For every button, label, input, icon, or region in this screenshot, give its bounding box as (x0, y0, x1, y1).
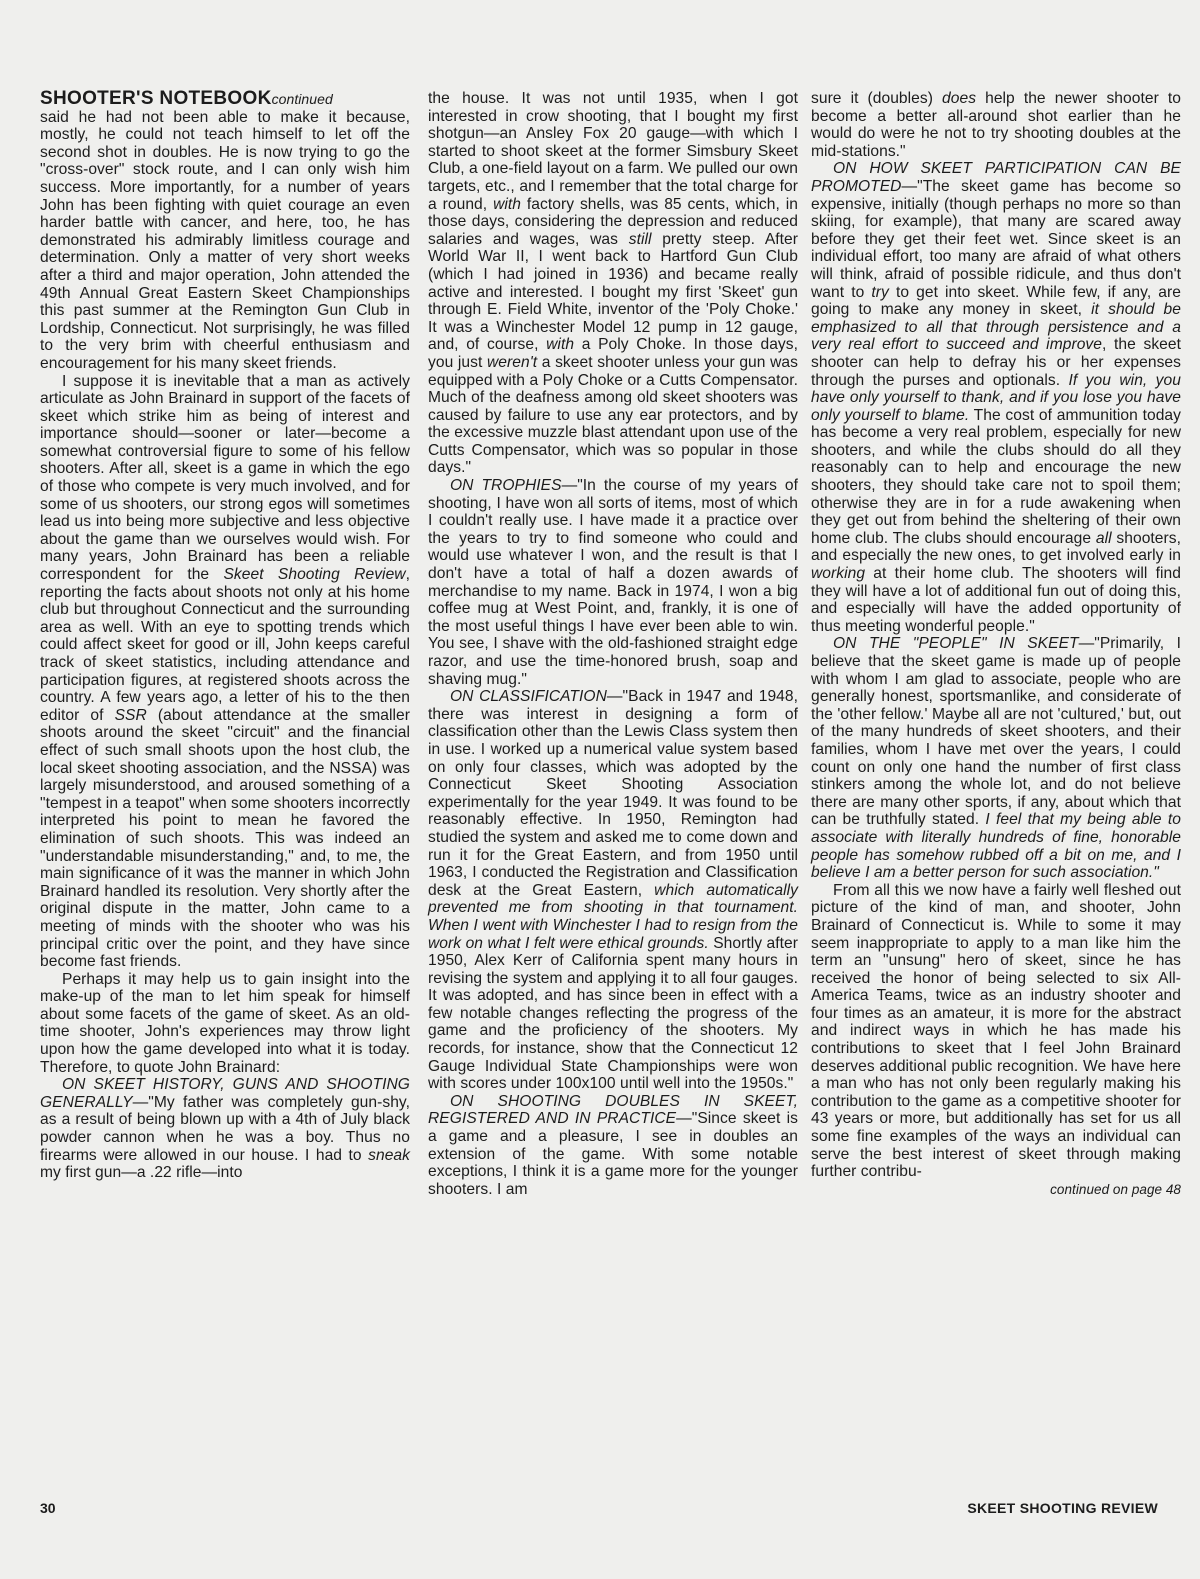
column-3 (811, 90, 1181, 1198)
paragraph: said he had not been able to make it because, mostly, he could not teach himself to let off the second shot in doubles. He is now trying to go the "cross-over" stock route, and I can only wish him success. More importantly, for a number of years John has been fighting with quiet courage an even harder battle with cancer, and here, too, he has demonstrated his admirably limitless courage and determination. Only a matter of very short weeks after a third and major operation, John attended the 49th Annual Great Eastern Skeet Championships this past summer at the Remington Gun Club in Lordship, Connecticut. Not surprisingly, he was filled to the very brim with cheerful enthusiasm and encouragement for his many skeet friends. (40, 108, 410, 372)
paragraph: ON CLASSIFICATION—"Back in 1947 and 1948, there was interest in designing a form of classification other than the Lewis Class system then in use. I worked up a numerical value system based on only four classes, which was adopted by the Connecticut Skeet Shooting Association experimentally for the year 1949. It was found to be reasonably effective. In 1950, Remington had studied the system and asked me to come down and run it for the Great Eastern, and from 1950 until 1963, I conducted the Registration and Classification desk at the Great Eastern, which automatically prevented me from shooting in that tournament. When I went with Winchester I had to resign from the work on what I felt were ethical grounds. Shortly after 1950, Alex Kerr of California spent many hours in revising the system and applying it to all four gauges. It was adopted, and has since been in effect with a few notable changes reflecting the progress of the game and the proficiency of the shooters. My records, for instance, show that the Connecticut 12 Gauge Individual State Championships were won with scores under 100x100 until well into the 1950s." (428, 688, 799, 1093)
continued-on-note: continued on page 48 (1050, 1181, 1181, 1197)
paragraph: ON TROPHIES—"In the course of my years of shooting, I have won all sorts of items, most of which I couldn't really use. I have made it a practice over the years to try to find someone who could and would use whatever I won, and the result is that I don't have a total of half a dozen awards of merchandise to my name. Back in 1974, I won a big coffee mug at West Point, and, frankly, it is one of the most useful things I have ever been able to win. You see, I shave with the old-fashioned straight edge razor, and use the time-honored brush, soap and shaving mug." (428, 477, 798, 688)
paragraph: ON HOW SKEET PARTICIPATION CAN BE PROMOTED—"The skeet game has become so expensive, initially (though perhaps no more so than skiing, for example), that many are scared away before they get their feet wet. Since skeet is an individual effort, too many are afraid of what others will think, afraid of possible ridicule, and thus don't want to try to get into skeet. While few, if any, are going to make any money in skeet, it should be emphasized to all that through persistence and a very real effort to succeed and improve, the skeet shooter can help to defray his or her expenses through the purses and optionals. If you win, you have only yourself to thank, and if you lose you have only yourself to blame. The cost of ammunition today has become a very real problem, especially for new shooters, and while the clubs should do all they reasonably can to help and encourage the new shooters, they should take care not to spoil them; otherwise they are in for a rude awakening when they get out from behind the sheltering of their own home club. The clubs should encourage all shooters, and especially the new ones, to get involved early in working at their home club. The shooters will find they will have a lot of additional fun out of doing this, and especially will have the added opportunity of thus meeting wonderful people." (811, 160, 1182, 635)
page-number: 30 (40, 1500, 56, 1516)
paragraph: I suppose it is inevitable that a man as actively articulate as John Brainard in support of the facets of skeet which strike him as being of interest and importance should—sooner or later—become a somewhat controversial figure to some of his fellow shooters. After all, skeet is a game in which the ego of those who compete is very much involved, and for some of us shooters, our strong egos will sometimes lead us into being more subjective and less objective about the game than we ourselves would wish. For many years, John Brainard has been a reliable correspondent for the Skeet Shooting Review, reporting the facts about shoots not only at his home club but throughout Connecticut and the surrounding area as well. With an eye to spotting trends which could affect skeet for good or ill, John keeps careful track of skeet statistics, including attendance and participation figures, at registered shoots across the country. A few years ago, a letter of his to the then editor of SSR (about attendance at the smaller shoots around the skeet "circuit" and the financial effect of such small shoots upon the host club, the local skeet shooting association, and the NSSA) was largely misunderstood, and aroused something of a "tempest in a teapot" when some shooters incorrectly interpreted his point to mean he favored the elimination of such shoots. This was indeed an "understandable misunderstanding," and, to me, the main significance of it was the manner in which John Brainard handled its resolution. Very shortly after the original dispute in the matter, John came to a meeting of minds with the shooter who was his principal critic over the point, and they have since become fast friends. (40, 372, 411, 971)
section-title: SHOOTER'S NOTEBOOK (40, 88, 272, 109)
subhead-trophies: ON TROPHIES (450, 477, 562, 495)
paragraph: the house. It was not until 1935, when I got interested in crow shooting, that I bought my first shotgun—an Ansley Fox 20 gauge—with which I started to shoot skeet at the former Simsbury Skeet Club, a one-field layout on a farm. We pulled our own targets, etc., and I remember that the total charge for a round, with factory shells, was 85 cents, which, in those days, considering the depression and reduced salaries and wages, was still pretty steep. After World War II, I went back to Hartford Gun Club (which I had joined in 1936) and became really active and interested. I bought my first 'Skeet' gun through E. Field White, inventor of the 'Poly Choke.' It was a Winchester Model 12 pump in 12 gauge, and, of course, with a Poly Choke. In those days, you just weren't a skeet shooter unless your gun was equipped with a Poly Choke or a Cutts Compensator. Much of the deafness among old skeet shooters was caused by failure to use any ear protectors, and by the excessive muzzle blast attendant upon use of the Cutts Compensator, which was so popular in those days." (428, 90, 799, 477)
paragraph: ON THE "PEOPLE" IN SKEET—"Primarily, I believe that the skeet game is made up of people with whom I am glad to associate, people who are generally honest, sportsmanlike, and considerate of the 'other fellow.' Maybe all are not 'cultured,' but, out of the many hundreds of skeet shooters, and their families, whom I have met over the years, I could count on only one hand the number of first class stinkers among the whole lot, and do not believe there are many other sports, if any, about which that can be truthfully stated. I feel that my being able to associate with literally hundreds of fine, honorable people has somehow rubbed off a bit on me, and I believe I am a better person for such association." (811, 635, 1181, 882)
paragraph: sure it (doubles) does help the newer shooter to become a better all-around shot earlier than he would do were he not to try shooting doubles at the mid-stations." (811, 90, 1181, 160)
column-2 (428, 90, 798, 1198)
section-header (40, 90, 410, 109)
paragraph: ON SHOOTING DOUBLES IN SKEET, REGISTERED AND IN PRACTICE—"Since skeet is a game and a pleasure, I see in doubles an extension of the game. With some notable exceptions, I think it is a game more for the younger shooters. I am (428, 1092, 798, 1198)
column-1 (40, 90, 410, 1182)
continued-label: continued (271, 91, 333, 107)
subhead-participation: ON HOW SKEET PARTICIPATION CAN BE PROMOTED (811, 160, 1181, 195)
paragraph: Perhaps it may help us to gain insight into the make-up of the man to let him speak for himself about some facets of the game of skeet. As an old-time shooter, John's experiences may throw light upon how the game developed into what it is today. Therefore, to quote John Brainard: (40, 970, 410, 1076)
subhead-doubles: ON SHOOTING DOUBLES IN SKEET, REGISTERED AND IN PRACTICE (428, 1092, 798, 1128)
magazine-name: SKEET SHOOTING REVIEW (967, 1500, 1158, 1516)
subhead-history: ON SKEET HISTORY, GUNS AND SHOOTING GENERALLY (40, 1076, 410, 1111)
paragraph: From all this we now have a fairly well fleshed out picture of the kind of man, and shooter, John Brainard of Connecticut is. While to some it may seem inappropriate to apply to a man like him the term an "unsung" hero of skeet, since he has received the honor of being selected to six All-America Teams, twice as an industry shooter and four times as an amateur, it is more for the abstract and indirect ways in which he has made his contributions to skeet that I feel John Brainard deserves additional public recognition. We have here a man who has not only been regularly making his contribution to the game as a competitive shooter for 43 years or more, but additionally has set for us all some fine examples of the ways an individual can serve the best interest of skeet through making further contribu- (811, 881, 1181, 1181)
subhead-classification: ON CLASSIFICATION (450, 688, 607, 706)
subhead-people: ON THE "PEOPLE" IN SKEET (833, 635, 1079, 653)
paragraph: ON SKEET HISTORY, GUNS AND SHOOTING GENERALLY—"My father was completely gun-shy, as a result of being blown up with a 4th of July black powder cannon when he was a boy. Thus no firearms were allowed in our house. I had to sneak my first gun—a .22 rifle—into (40, 1076, 410, 1182)
